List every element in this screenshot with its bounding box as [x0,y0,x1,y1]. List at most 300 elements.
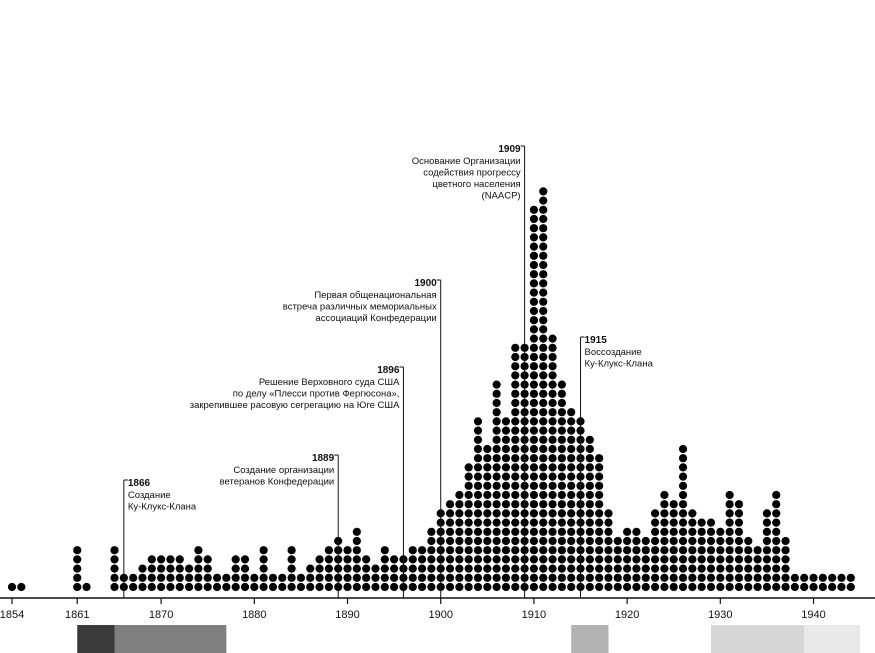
annotation-text-line: Воссоздание [584,347,642,358]
dot-1912-8 [548,519,556,527]
annotation-year: 1900 [414,278,437,289]
dot-1916-4 [586,555,594,563]
dot-1884-5 [288,546,296,554]
dot-1935-4 [763,555,771,563]
dot-1918-6 [604,537,612,545]
dot-1934-1 [754,583,762,591]
dot-1930-4 [716,555,724,563]
dot-1906-4 [493,555,501,563]
dot-1908-2 [511,574,519,582]
dot-1910-13 [530,473,538,481]
dot-1923-4 [651,555,659,563]
dot-1865-1 [110,583,118,591]
dot-1902-1 [455,583,463,591]
dot-1902-11 [455,491,463,499]
dot-1906-22 [493,390,501,398]
dot-1917-14 [595,463,603,471]
dot-1942-2 [828,574,836,582]
dot-1926-5 [679,546,687,554]
dot-1922-6 [642,537,650,545]
dot-1881-4 [260,555,268,563]
dot-1936-5 [772,546,780,554]
dot-1897-1 [409,583,417,591]
dot-1911-38 [539,243,547,251]
dot-1908-24 [511,371,519,379]
dot-1905-1 [483,583,491,591]
dot-1943-2 [837,574,845,582]
dot-1926-15 [679,454,687,462]
dot-1923-3 [651,565,659,573]
dot-1927-9 [688,509,696,517]
dot-1880-2 [250,574,258,582]
dot-1911-24 [539,371,547,379]
dot-1919-1 [614,583,622,591]
dot-1910-12 [530,482,538,490]
dot-1903-6 [465,537,473,545]
dot-1911-43 [539,197,547,205]
dot-1913-16 [558,445,566,453]
dot-1871-1 [166,583,174,591]
dot-1908-23 [511,381,519,389]
dot-1928-4 [698,555,706,563]
dot-1926-10 [679,500,687,508]
dot-1911-9 [539,509,547,517]
dot-1932-5 [735,546,743,554]
dot-1938-2 [791,574,799,582]
dot-1926-7 [679,528,687,536]
dot-1865-5 [110,546,118,554]
dot-1906-18 [493,427,501,435]
dot-1911-10 [539,500,547,508]
tick-label-1890: 1890 [335,609,360,621]
tick-label-1910: 1910 [521,609,547,621]
dot-1933-1 [744,583,752,591]
dot-1937-1 [781,583,789,591]
dot-1924-7 [660,528,668,536]
dot-1897-4 [409,555,417,563]
dot-1902-7 [455,528,463,536]
dot-1911-21 [539,399,547,407]
dot-1913-10 [558,500,566,508]
dot-1926-4 [679,555,687,563]
dot-1886-2 [306,574,314,582]
dot-1905-14 [483,463,491,471]
dot-1904-16 [474,445,482,453]
dot-1907-11 [502,491,510,499]
dot-1918-9 [604,509,612,517]
dot-1916-9 [586,509,594,517]
dot-1930-6 [716,537,724,545]
dot-1906-1 [493,583,501,591]
dot-1914-7 [567,528,575,536]
dot-1935-1 [763,583,771,591]
dot-1911-14 [539,463,547,471]
dot-1875-1 [204,583,212,591]
dot-1907-15 [502,454,510,462]
dot-1912-26 [548,353,556,361]
dot-1912-12 [548,482,556,490]
dot-1924-5 [660,546,668,554]
dot-1913-3 [558,565,566,573]
dot-1908-19 [511,417,519,425]
dot-1897-3 [409,565,417,573]
dot-1904-5 [474,546,482,554]
dot-1933-6 [744,537,752,545]
dot-1904-9 [474,509,482,517]
dot-1894-3 [381,565,389,573]
dot-1911-32 [539,298,547,306]
annotation-text-line: по делу «Плесси против Фергюсона», [232,388,400,400]
dot-1901-6 [446,537,454,545]
dot-1913-14 [558,463,566,471]
dot-1870-3 [157,565,165,573]
dot-1891-4 [353,555,361,563]
dot-1906-20 [493,408,501,416]
annotation-year: 1896 [377,365,400,376]
dot-1918-1 [604,583,612,591]
dot-1905-5 [483,546,491,554]
dot-1914-3 [567,565,575,573]
dot-1911-40 [539,224,547,232]
dot-1911-15 [539,454,547,462]
dot-1869-2 [148,574,156,582]
dot-1906-21 [493,399,501,407]
tick-label-1870: 1870 [148,609,174,621]
dot-1903-13 [465,473,473,481]
dot-1910-16 [530,445,538,453]
dot-1914-15 [567,454,575,462]
dot-1911-44 [539,187,547,195]
dot-1912-18 [548,427,556,435]
dot-1908-13 [511,473,519,481]
dot-1914-2 [567,574,575,582]
dot-1891-3 [353,565,361,573]
dot-1929-8 [707,519,715,527]
dot-1878-2 [232,574,240,582]
dot-1916-12 [586,482,594,490]
dot-1914-13 [567,473,575,481]
dot-1892-4 [362,555,370,563]
dot-1906-9 [493,509,501,517]
dot-1920-7 [623,528,631,536]
dot-1927-2 [688,574,696,582]
dot-1879-1 [241,583,249,591]
dot-1919-5 [614,546,622,554]
tick-label-1920: 1920 [614,609,640,621]
annotation-year: 1915 [584,335,607,346]
dot-1874-4 [194,555,202,563]
dot-1908-18 [511,427,519,435]
dot-1927-1 [688,583,696,591]
dot-1908-26 [511,353,519,361]
dot-1903-14 [465,463,473,471]
dot-1910-15 [530,454,538,462]
dot-1912-11 [548,491,556,499]
dot-1940-2 [809,574,817,582]
dot-1907-5 [502,546,510,554]
dot-1894-4 [381,555,389,563]
dot-1936-6 [772,537,780,545]
dot-1891-6 [353,537,361,545]
dot-1902-2 [455,574,463,582]
dot-1919-2 [614,574,622,582]
dot-1910-8 [530,519,538,527]
dot-1910-35 [530,270,538,278]
dot-1932-7 [735,528,743,536]
dot-1907-16 [502,445,510,453]
dot-1910-38 [530,243,538,251]
dot-1890-4 [343,555,351,563]
dot-1904-1 [474,583,482,591]
dot-1934-2 [754,574,762,582]
dot-1916-1 [586,583,594,591]
dot-1888-3 [325,565,333,573]
dot-1919-6 [614,537,622,545]
dot-1912-16 [548,445,556,453]
period-band-2 [571,625,608,653]
dot-1906-14 [493,463,501,471]
dot-1916-2 [586,574,594,582]
dot-1926-11 [679,491,687,499]
dot-1906-17 [493,436,501,444]
dot-1913-23 [558,381,566,389]
dot-1878-3 [232,565,240,573]
tick-label-1900: 1900 [428,609,453,621]
dot-1931-1 [726,583,734,591]
dot-1932-4 [735,555,743,563]
dot-1913-18 [558,427,566,435]
period-band-0 [77,625,114,653]
dot-1936-8 [772,519,780,527]
dot-1912-5 [548,546,556,554]
dot-1910-4 [530,555,538,563]
dot-1908-25 [511,362,519,370]
dot-1905-16 [483,445,491,453]
dot-1933-4 [744,555,752,563]
dot-1918-3 [604,565,612,573]
data-dots [8,187,855,591]
dot-1928-5 [698,546,706,554]
dot-1911-33 [539,289,547,297]
dot-1924-8 [660,519,668,527]
dot-1868-2 [138,574,146,582]
dot-1903-11 [465,491,473,499]
dot-1887-2 [315,574,323,582]
dot-1912-9 [548,509,556,517]
dot-1884-2 [288,574,296,582]
dot-1916-10 [586,500,594,508]
dot-1944-2 [847,574,855,582]
dot-1912-13 [548,473,556,481]
dot-1907-7 [502,528,510,536]
dot-1873-3 [185,565,193,573]
dot-1914-19 [567,417,575,425]
dot-1904-2 [474,574,482,582]
dot-1888-2 [325,574,333,582]
dot-1924-1 [660,583,668,591]
dot-1925-4 [670,555,678,563]
dot-1906-5 [493,546,501,554]
dot-1916-8 [586,519,594,527]
dot-1923-9 [651,509,659,517]
dot-1904-19 [474,417,482,425]
dot-1897-5 [409,546,417,554]
dot-1899-6 [427,537,435,545]
dot-1913-5 [558,546,566,554]
annotation-text-line: Ку-Клукс-Клана [127,501,197,513]
dot-1906-11 [493,491,501,499]
dot-1912-14 [548,463,556,471]
dot-1906-23 [493,381,501,389]
dot-1916-11 [586,491,594,499]
dot-1904-11 [474,491,482,499]
dot-1911-2 [539,574,547,582]
dot-1906-12 [493,482,501,490]
dot-1873-2 [185,574,193,582]
dot-1926-3 [679,565,687,573]
dot-1917-13 [595,473,603,481]
dot-1907-4 [502,555,510,563]
dot-1899-5 [427,546,435,554]
dot-1912-10 [548,500,556,508]
dot-1913-8 [558,519,566,527]
dot-1874-3 [194,565,202,573]
dot-1919-4 [614,555,622,563]
dot-1899-1 [427,583,435,591]
annotation-year: 1866 [127,478,151,489]
dot-1908-15 [511,454,519,462]
dot-1927-4 [688,555,696,563]
dot-1922-3 [642,565,650,573]
dot-1912-27 [548,344,556,352]
annotation-text-line: Ку-Клукс-Клана [584,358,653,370]
dot-1912-15 [548,454,556,462]
dot-1925-10 [670,500,678,508]
dot-1924-4 [660,555,668,563]
dot-1907-2 [502,574,510,582]
dot-1905-4 [483,555,491,563]
dot-1916-13 [586,473,594,481]
dot-1910-26 [530,353,538,361]
dot-1916-5 [586,546,594,554]
dot-1911-29 [539,325,547,333]
dot-1912-1 [548,583,556,591]
dot-1931-6 [726,537,734,545]
dot-1871-3 [166,565,174,573]
dot-1913-1 [558,583,566,591]
dot-1913-13 [558,473,566,481]
dot-1912-19 [548,417,556,425]
dot-1905-12 [483,482,491,490]
dot-1877-2 [222,574,230,582]
dot-1910-2 [530,574,538,582]
dot-1912-23 [548,381,556,389]
dot-1913-4 [558,555,566,563]
dot-1903-4 [465,555,473,563]
dot-1902-3 [455,565,463,573]
dot-1855-1 [17,583,25,591]
dot-1904-12 [474,482,482,490]
dot-1905-7 [483,528,491,536]
dot-1911-1 [539,583,547,591]
dot-1916-6 [586,537,594,545]
dot-1893-1 [371,583,379,591]
dot-1904-10 [474,500,482,508]
dot-1927-8 [688,519,696,527]
dot-1928-2 [698,574,706,582]
dot-1921-5 [632,546,640,554]
dot-1890-1 [343,583,351,591]
dot-1931-2 [726,574,734,582]
dot-1929-3 [707,565,715,573]
dot-1913-22 [558,390,566,398]
dot-1910-24 [530,371,538,379]
dot-1905-8 [483,519,491,527]
dot-1924-11 [660,491,668,499]
dot-1920-5 [623,546,631,554]
dot-1918-7 [604,528,612,536]
dot-1922-2 [642,574,650,582]
dot-1911-28 [539,335,547,343]
dot-1931-11 [726,491,734,499]
annotation-text-line: Создание [127,490,171,501]
dot-1913-2 [558,574,566,582]
dot-1931-10 [726,500,734,508]
dot-1911-12 [539,482,547,490]
dot-1879-3 [241,565,249,573]
dot-1930-5 [716,546,724,554]
dot-1869-3 [148,565,156,573]
dot-1922-4 [642,555,650,563]
dot-1923-7 [651,528,659,536]
dot-1910-17 [530,436,538,444]
dot-1926-8 [679,519,687,527]
dot-1865-2 [110,574,118,582]
dot-1906-8 [493,519,501,527]
dot-1878-4 [232,555,240,563]
dot-1892-2 [362,574,370,582]
dot-1910-30 [530,316,538,324]
dot-1882-2 [269,574,277,582]
dot-1928-7 [698,528,706,536]
dot-1911-4 [539,555,547,563]
dot-1911-17 [539,436,547,444]
dot-1907-14 [502,463,510,471]
dot-1911-5 [539,546,547,554]
dot-1911-3 [539,565,547,573]
dot-1907-8 [502,519,510,527]
dot-1908-14 [511,463,519,471]
dot-1906-7 [493,528,501,536]
dot-1912-17 [548,436,556,444]
dot-1911-11 [539,491,547,499]
dot-1875-2 [204,574,212,582]
dot-1914-5 [567,546,575,554]
dot-1903-3 [465,565,473,573]
dot-1910-39 [530,233,538,241]
dot-1935-7 [763,528,771,536]
dot-1884-1 [288,583,296,591]
dot-1926-13 [679,473,687,481]
dot-1929-6 [707,537,715,545]
dot-1914-8 [567,519,575,527]
dot-1861-1 [73,583,81,591]
dot-1931-5 [726,546,734,554]
dot-1927-6 [688,537,696,545]
dot-1927-7 [688,528,696,536]
annotation-text-line: ветеранов Конфедерации [219,476,335,488]
dot-1925-3 [670,565,678,573]
